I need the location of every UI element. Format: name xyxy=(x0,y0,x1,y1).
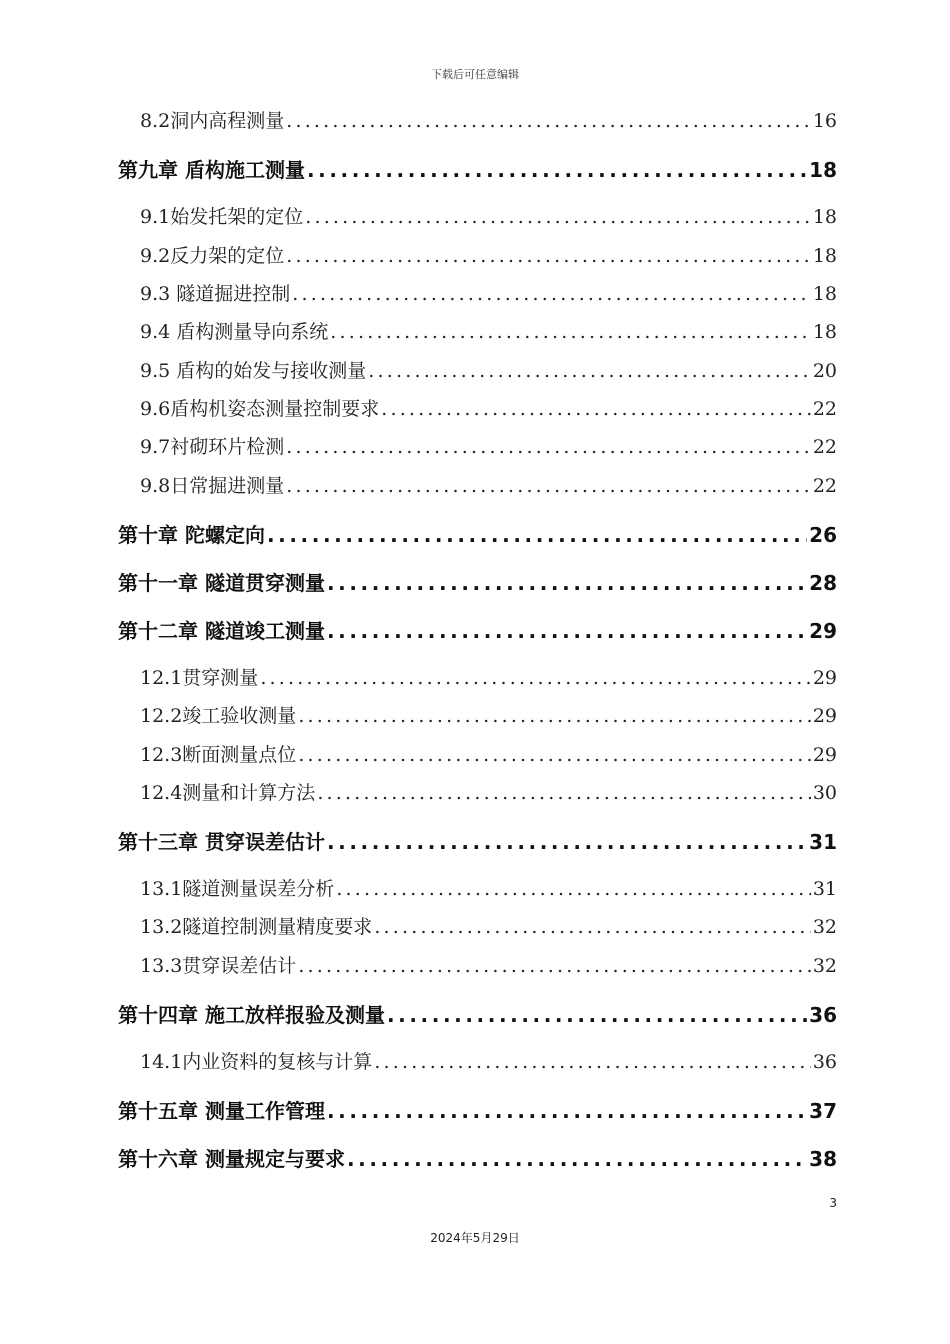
toc-entry-page: 29 xyxy=(809,619,837,643)
toc-entry[interactable] xyxy=(140,471,837,498)
toc-entry-page: 37 xyxy=(809,1099,837,1123)
toc-entry[interactable] xyxy=(140,106,837,133)
toc-entry-page: 32 xyxy=(812,916,837,938)
toc-chapter-entry[interactable] xyxy=(118,1143,837,1172)
toc-entry-page: 26 xyxy=(809,523,837,547)
toc-entry-page: 38 xyxy=(809,1147,837,1171)
toc-entry-title: 14.1内业资料的复核与计算 xyxy=(140,1051,373,1073)
toc-entry-title: 9.7衬砌环片检测 xyxy=(140,436,285,458)
toc-dot-leader xyxy=(387,1003,807,1027)
toc-entry-page: 29 xyxy=(812,744,837,766)
toc-entry[interactable] xyxy=(140,394,837,421)
toc-dot-leader xyxy=(374,916,811,938)
toc-chapter-entry[interactable] xyxy=(118,615,837,644)
toc-entry-page: 29 xyxy=(812,705,837,727)
page-number: 3 xyxy=(829,1196,837,1210)
toc-entry-title: 第九章 盾构施工测量 xyxy=(118,158,305,182)
toc-entry-title: 13.2隧道控制测量精度要求 xyxy=(140,916,373,938)
toc-dot-leader xyxy=(327,571,807,595)
toc-entry-page: 36 xyxy=(809,1003,837,1027)
toc-entry-title: 9.3 隧道掘进控制 xyxy=(140,283,291,305)
toc-dot-leader xyxy=(298,705,811,727)
toc-entry-title: 第十四章 施工放样报验及测量 xyxy=(118,1003,385,1027)
page-header: 下载后可任意编辑 xyxy=(431,68,519,81)
toc-entry-page: 36 xyxy=(812,1051,837,1073)
toc-entry-page: 31 xyxy=(812,878,837,900)
toc-chapter-entry[interactable] xyxy=(118,154,837,183)
toc-entry-title: 9.1始发托架的定位 xyxy=(140,206,304,228)
toc-chapter-entry[interactable] xyxy=(118,826,837,855)
toc-entry-title: 9.4 盾构测量导向系统 xyxy=(140,321,329,343)
toc-entry-title: 13.1隧道测量误差分析 xyxy=(140,878,335,900)
toc-dot-leader xyxy=(286,475,811,497)
toc-dot-leader xyxy=(336,878,811,900)
toc-dot-leader xyxy=(292,283,811,305)
toc-entry-title: 13.3贯穿误差估计 xyxy=(140,955,297,977)
toc-entry[interactable] xyxy=(140,356,837,383)
toc-entry-title: 第十六章 测量规定与要求 xyxy=(118,1147,345,1171)
toc-entry-title: 第十三章 贯穿误差估计 xyxy=(118,830,325,854)
toc-dot-leader xyxy=(286,245,811,267)
toc-dot-leader xyxy=(260,667,811,689)
toc-entry[interactable] xyxy=(140,202,837,229)
toc-dot-leader xyxy=(327,1099,807,1123)
toc-entry-title: 9.6盾构机姿态测量控制要求 xyxy=(140,398,380,420)
toc-entry[interactable] xyxy=(140,951,837,978)
toc-entry[interactable] xyxy=(140,279,837,306)
toc-dot-leader xyxy=(317,782,811,804)
toc-entry-page: 31 xyxy=(809,830,837,854)
toc-entry-title: 第十五章 测量工作管理 xyxy=(118,1099,325,1123)
toc-dot-leader xyxy=(267,523,807,547)
toc-entry-page: 20 xyxy=(812,360,837,382)
toc-chapter-entry[interactable] xyxy=(118,519,837,548)
toc-entry[interactable] xyxy=(140,912,837,939)
toc-entry-title: 9.8日常掘进测量 xyxy=(140,475,285,497)
toc-entry-title: 第十章 陀螺定向 xyxy=(118,523,265,547)
toc-entry-page: 18 xyxy=(812,283,837,305)
toc-entry-page: 16 xyxy=(812,110,837,132)
toc-dot-leader xyxy=(327,830,807,854)
toc-entry-title: 8.2洞内高程测量 xyxy=(140,110,285,132)
toc-dot-leader xyxy=(286,436,811,458)
toc-chapter-entry[interactable] xyxy=(118,999,837,1028)
toc-entry[interactable] xyxy=(140,317,837,344)
page-footer-date: 2024年5月29日 xyxy=(430,1231,520,1245)
toc-entry-page: 30 xyxy=(812,782,837,804)
toc-entry-title: 12.2竣工验收测量 xyxy=(140,705,297,727)
toc-dot-leader xyxy=(327,619,807,643)
toc-entry-title: 9.5 盾构的始发与接收测量 xyxy=(140,360,367,382)
toc-dot-leader xyxy=(298,744,811,766)
toc-entry-page: 29 xyxy=(812,667,837,689)
toc-entry-page: 18 xyxy=(812,206,837,228)
toc-entry[interactable] xyxy=(140,874,837,901)
toc-entry-title: 12.3断面测量点位 xyxy=(140,744,297,766)
toc-entry[interactable] xyxy=(140,241,837,268)
toc-chapter-entry[interactable] xyxy=(118,567,837,596)
toc-entry-page: 22 xyxy=(812,436,837,458)
toc-dot-leader xyxy=(368,360,811,382)
toc-entry[interactable] xyxy=(140,1047,837,1074)
toc-entry-title: 第十一章 隧道贯穿测量 xyxy=(118,571,325,595)
toc-dot-leader xyxy=(307,158,807,182)
toc-dot-leader xyxy=(347,1147,807,1171)
toc-entry-page: 18 xyxy=(812,245,837,267)
toc-entry-page: 22 xyxy=(812,398,837,420)
toc-entry[interactable] xyxy=(140,778,837,805)
toc-dot-leader xyxy=(286,110,811,132)
toc-entry[interactable] xyxy=(140,432,837,459)
toc-entry-title: 9.2反力架的定位 xyxy=(140,245,285,267)
toc-entry-page: 28 xyxy=(809,571,837,595)
toc-entry-page: 18 xyxy=(809,158,837,182)
toc-entry[interactable] xyxy=(140,663,837,690)
toc-entry-page: 18 xyxy=(812,321,837,343)
toc-entry-title: 12.1贯穿测量 xyxy=(140,667,259,689)
toc-dot-leader xyxy=(305,206,811,228)
toc-dot-leader xyxy=(374,1051,811,1073)
toc-entry-title: 第十二章 隧道竣工测量 xyxy=(118,619,325,643)
toc-chapter-entry[interactable] xyxy=(118,1095,837,1124)
toc-entry-page: 22 xyxy=(812,475,837,497)
toc-dot-leader xyxy=(298,955,811,977)
toc-dot-leader xyxy=(381,398,811,420)
toc-entry-page: 32 xyxy=(812,955,837,977)
toc-entry[interactable] xyxy=(140,701,837,728)
toc-entry-title: 12.4测量和计算方法 xyxy=(140,782,316,804)
toc-dot-leader xyxy=(330,321,811,343)
toc-entry[interactable] xyxy=(140,740,837,767)
